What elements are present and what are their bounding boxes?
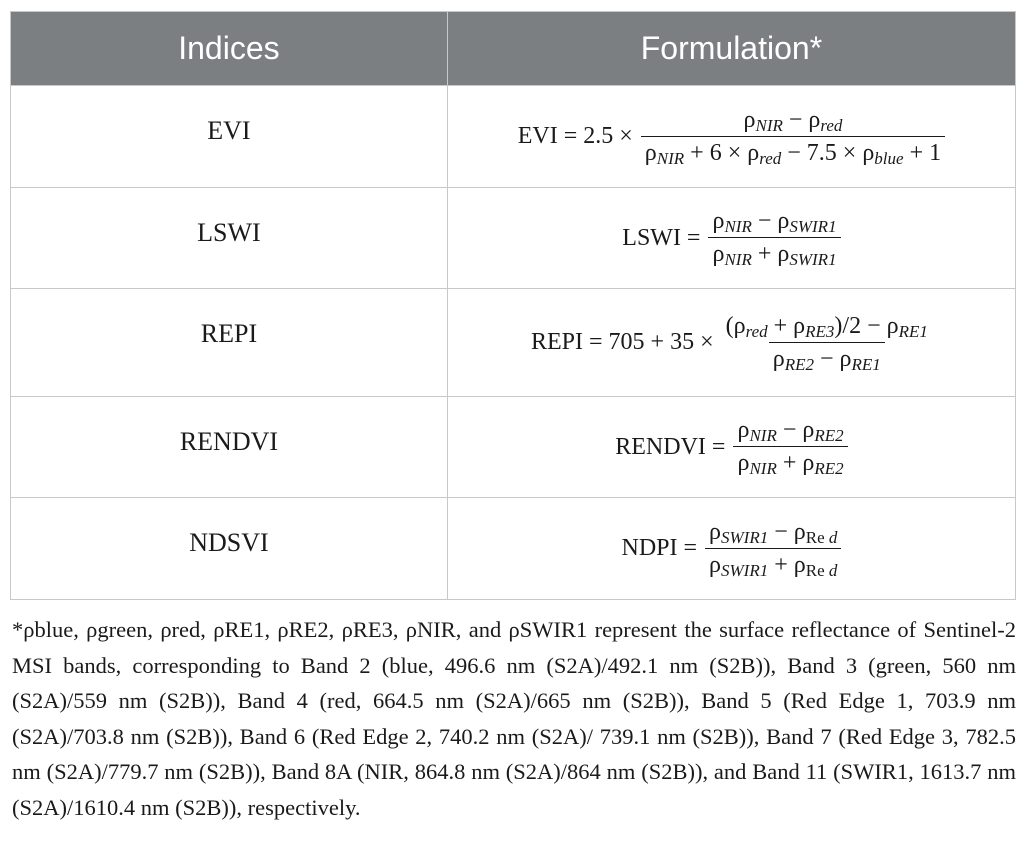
formula-lhs: NDPI =: [621, 535, 698, 561]
formula-denominator: $\rho_{NIR} + 6 \times \rho_{red} - 7.5 \times \rho_{blue} + 1$: [641, 136, 945, 167]
table-row: [11, 188, 1016, 289]
header-indices: Indices: [11, 12, 448, 86]
index-name: RENDVI: [179, 427, 279, 456]
lswi-formula: [622, 208, 840, 268]
formula-numerator: $\rho_{NIR} - \rho_{red}$: [743, 106, 843, 135]
index-name: EVI: [207, 116, 251, 145]
indices-table: [10, 11, 1016, 600]
formula-cell: [447, 86, 1015, 188]
header-formulation: Formulation*: [447, 12, 1015, 86]
index-cell: [11, 498, 448, 600]
formula-cell: [447, 498, 1015, 600]
index-name: LSWI: [197, 218, 261, 247]
ndpi-formula: [621, 519, 841, 579]
formula-fraction: [722, 313, 932, 373]
formula-numerator: $(\rho_{red} + \rho_{RE3})/2 - \rho_{RE1}$: [725, 312, 928, 341]
table-row: [11, 397, 1016, 498]
formula-numerator: $\rho_{NIR} - \rho_{SWIR1}$: [712, 208, 837, 236]
table-header-row: [11, 12, 1016, 86]
formula-fraction: [705, 519, 841, 579]
formula-denominator: $\rho_{NIR} + \rho_{SWIR1}$: [708, 237, 840, 268]
formula-lhs: REPI = 705 + 35 ×: [531, 329, 714, 355]
formula-fraction: [733, 417, 847, 477]
index-cell: [11, 397, 448, 498]
formula-cell: [447, 188, 1015, 289]
formula-numerator: $\rho_{NIR} - \rho_{RE2}$: [737, 417, 844, 445]
formula-lhs: LSWI =: [622, 224, 701, 251]
table-row: [11, 289, 1016, 397]
formula-lhs: RENDVI =: [615, 433, 726, 460]
formula-cell: [447, 289, 1015, 397]
rendvi-formula: [615, 417, 847, 477]
index-name: REPI: [200, 319, 258, 348]
index-cell: [11, 86, 448, 188]
formula-lhs: EVI = 2.5 ×: [517, 123, 633, 149]
table-row: [11, 498, 1016, 600]
formula-fraction: [708, 208, 840, 268]
formula-denominator: $\rho_{RE2} - \rho_{RE1}$: [769, 342, 885, 373]
formula-fraction: [641, 107, 945, 167]
formula-cell: [447, 397, 1015, 498]
repi-formula: [531, 313, 932, 373]
index-cell: [11, 188, 448, 289]
formula-denominator: $\rho_{NIR} + \rho_{RE2}$: [733, 446, 847, 477]
index-name: NDSVI: [189, 528, 269, 557]
table-row: [11, 86, 1016, 188]
evi-formula: [518, 107, 945, 167]
table-footnote: *ρblue, ρgreen, ρred, ρRE1, ρRE2, ρRE3, ρNIR, and ρSWIR1 represent the surface reflectance of Sentinel-2 MSI bands, corresponding to Band 2 (blue, 496.6 nm (S2A)/492.1 nm (S2B)), Band 3 (green, 560 nm (S2A)/559 nm (S2B)), Band 4 (red, 664.5 nm (S2A)/665 nm (S2B)), Band 5 (Red Edge 1, 703.9 nm (S2A)/703.8 nm (S2B)), Band 6 (Red Edge 2, 740.2 nm (S2A)/ 739.1 nm (S2B)), Band 7 (Red Edge 3, 782.5 nm (S2A)/779.7 nm (S2B)), Band 8A (NIR, 864.8 nm (S2A)/864 nm (S2B)), and Band 11 (SWIR1, 1613.7 nm (S2A)/1610.4 nm (S2B)), respectively.: [12, 617, 1016, 820]
index-cell: [11, 289, 448, 397]
formula-numerator: $\rho_{SWIR1} - \rho_{Re d}$: [709, 518, 838, 547]
formula-denominator: $\rho_{SWIR1} + \rho_{Re d}$: [705, 548, 841, 579]
